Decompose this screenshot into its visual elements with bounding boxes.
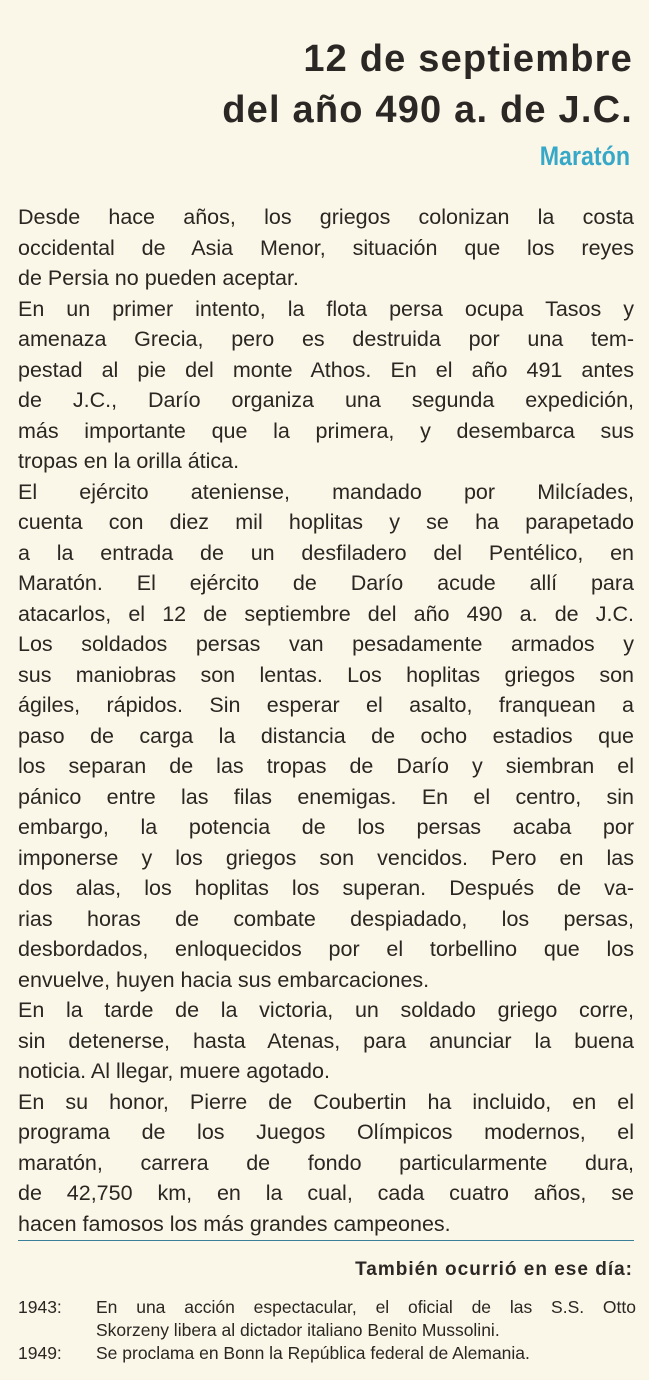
article-line: El ejército ateniense, mandado por Milcíades, <box>18 479 634 504</box>
article-line: los separan de las tropas de Darío y siembran el <box>18 754 634 778</box>
article-line: de J.C., Darío organiza una segunda expedición, <box>18 388 634 412</box>
event-text <box>96 1342 636 1365</box>
event-text <box>96 1296 636 1342</box>
article-line: pánico entre las filas enemigas. En el centro, sin <box>18 784 634 809</box>
event-year: 1949: <box>18 1343 62 1363</box>
article-line: envuelve, huyen hacia sus embarcaciones. <box>18 967 430 992</box>
article-line: programa de los Juegos Olímpicos modernos, el <box>18 1120 634 1144</box>
title-line-1: 12 de septiembre <box>303 38 633 80</box>
article-line: Los soldados persas van pesadamente armados y <box>18 632 634 656</box>
article-line: embargo, la potencia de los persas acaba por <box>18 815 634 839</box>
article-line: Maratón. El ejército de Darío acude allí para <box>18 571 634 595</box>
article-line: noticia. Al llegar, muere agotado. <box>18 1059 330 1083</box>
section-divider <box>18 1240 634 1241</box>
article-line: dos alas, los hoplitas los superan. Después de va- <box>18 876 634 900</box>
article-line: a la entrada de un desfiladero del Pentélico, en <box>18 540 634 565</box>
events-list <box>18 1296 636 1365</box>
event-line: En una acción espectacular, el oficial de las S.S. Otto <box>96 1297 636 1317</box>
article-line: atacarlos, el 12 de septiembre del año 490 a. de J.C. <box>18 601 634 626</box>
article-body <box>18 202 634 1239</box>
article-line: cuenta con diez mil hoplitas y se ha parapetado <box>18 510 634 534</box>
article-line: imponerse y los griegos son vencidos. Pero en las <box>18 845 634 870</box>
article-line: sus maniobras son lentas. Los hoplitas griegos son <box>18 662 634 687</box>
event-item <box>18 1296 636 1342</box>
event-year: 1943: <box>18 1297 62 1317</box>
article-line: paso de carga la distancia de ocho estadios que <box>18 723 634 748</box>
event-line: Se proclama en Bonn la República federal de Alemania. <box>96 1343 530 1363</box>
article-line: amenaza Grecia, pero es destruida por una tem- <box>18 327 634 351</box>
event-item <box>18 1342 636 1365</box>
article-line: sin detenerse, hasta Atenas, para anunciar la buena <box>18 1028 634 1053</box>
article-line: hacen famosos los más grandes campeones. <box>18 1211 451 1236</box>
article-line: rias horas de combate despiadado, los persas, <box>18 906 634 931</box>
article-line: maratón, carrera de fondo particularmente dura, <box>18 1150 634 1175</box>
article-line: En un primer intento, la flota persa ocupa Tasos y <box>18 296 634 321</box>
article-line: tropas en la orilla ática. <box>18 449 240 473</box>
article-line: de 42,750 km, en la cual, cada cuatro años, se <box>18 1181 634 1205</box>
article-line: ágiles, rápidos. Sin esperar el asalto, franquean a <box>18 693 634 717</box>
page-title <box>222 34 633 136</box>
place-name: Maratón <box>539 141 630 171</box>
title-line-2: del año 490 a. de J.C. <box>222 89 633 131</box>
event-line: Skorzeny libera al dictador italiano Benito Mussolini. <box>96 1320 500 1340</box>
article-line: occidental de Asia Menor, situación que los reyes <box>18 235 634 260</box>
article-line: Desde hace años, los griegos colonizan la costa <box>18 205 634 229</box>
article-line: de Persia no pueden aceptar. <box>18 266 299 290</box>
article-line: En su honor, Pierre de Coubertin ha incluido, en el <box>18 1089 634 1114</box>
also-happened-heading: También ocurrió en ese día: <box>355 1259 633 1280</box>
article-line: desbordados, enloquecidos por el torbellino que los <box>18 937 634 961</box>
article-line: En la tarde de la victoria, un soldado griego corre, <box>18 998 634 1022</box>
article-line: pestad al pie del monte Athos. En el año 491 antes <box>18 357 634 382</box>
article-line: más importante que la primera, y desembarca sus <box>18 418 634 443</box>
